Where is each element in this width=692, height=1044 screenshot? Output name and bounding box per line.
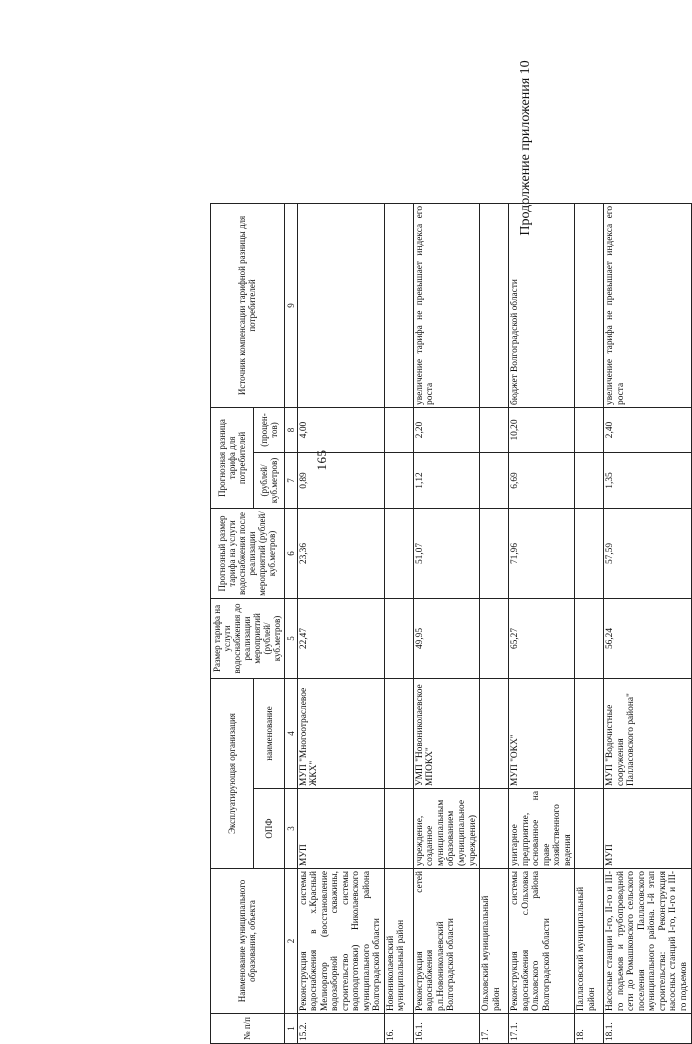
org-name: МУП "Многоотраслевое ЖКХ" [297, 678, 384, 788]
header-tariff-before: Размер тарифа на услуги водоснабжения до реализации мероприятий (рублей/ куб.метров) [211, 598, 285, 678]
object-name: Реконструкция системы водоснабжения в х.Красный Мелиоратор (восстановление водозаборной скважины, строительство системы водоподготовки) Николаевского муниципального района Волгоградской области [297, 869, 384, 1014]
column-number: 4 [284, 678, 297, 788]
header-row [211, 203, 254, 1043]
column-number-row [284, 203, 297, 1043]
compensation-source [297, 203, 384, 407]
row-num: 17. [480, 1014, 509, 1044]
row-num: 18.1. [604, 1014, 691, 1044]
section-row [384, 203, 413, 1043]
column-number: 8 [284, 407, 297, 452]
org-form: унитарное предприятие, основанное на праве хозяйственного ведения [509, 789, 575, 869]
org-name: УМП "Новониколаевское МПОКХ" [413, 678, 479, 788]
row-num: 16. [384, 1014, 413, 1044]
diff-pct: 10,20 [509, 407, 575, 452]
row-num: 15.2. [297, 1014, 384, 1044]
org-form: МУП [604, 789, 691, 869]
column-number: 2 [284, 869, 297, 1014]
diff-rub: 0,89 [297, 452, 384, 508]
header-opf: ОПФ [254, 789, 284, 869]
header-num: № п/п [211, 1014, 285, 1044]
header-source: Источник компенсации тарифной разницы для потребителей [211, 203, 285, 407]
header-diff: Прогнозная разница тарифа для потребителей [211, 407, 254, 508]
table-row [297, 203, 384, 1043]
header-org-title: наименование [254, 678, 284, 788]
org-form: МУП [297, 789, 384, 869]
org-name: МУП "Водочистные сооружения Палласовского района" [604, 678, 691, 788]
row-num: 17.1. [509, 1014, 575, 1044]
object-name: Реконструкция сетей водоснабжения р.п.Новониколаевский Волгоградской области [413, 869, 479, 1014]
tariff-after: 71,96 [509, 508, 575, 598]
tariff-table [210, 203, 692, 1044]
tariff-before: 56,24 [604, 598, 691, 678]
table-row [509, 203, 575, 1043]
tariff-after: 57,59 [604, 508, 691, 598]
diff-rub: 1,12 [413, 452, 479, 508]
column-number: 3 [284, 789, 297, 869]
tariff-after: 23,36 [297, 508, 384, 598]
header-operator: Эксплуатирующая организация [211, 678, 254, 868]
compensation-source: бюджет Волгоградской области [509, 203, 575, 407]
rotated-table-sheet [210, 204, 689, 1044]
column-number: 6 [284, 508, 297, 598]
org-form: учреждение, созданное муниципальным образованием (муниципальное учреждение) [413, 789, 479, 869]
section-title: Ольховский муниципальный район [480, 869, 509, 1014]
header-diff-rub: (рублей/ куб.метров) [254, 452, 284, 508]
section-title: Новониколаевский муниципальный район [384, 869, 413, 1014]
diff-pct: 2,40 [604, 407, 691, 452]
diff-pct: 4,00 [297, 407, 384, 452]
appendix-caption: Продолжение приложения 10 [518, 60, 533, 236]
column-number: 7 [284, 452, 297, 508]
section-row [575, 203, 604, 1043]
table-row [413, 203, 479, 1043]
section-title: Палласовский муниципальный район [575, 869, 604, 1014]
compensation-source: увеличение тарифа не превышает индекса его роста [604, 203, 691, 407]
diff-rub: 1,35 [604, 452, 691, 508]
section-row [480, 203, 509, 1043]
compensation-source: увеличение тарифа не превышает индекса его роста [413, 203, 479, 407]
header-tariff-after: Прогнозный размер тарифа на услуги водоснабжения после реализации мероприятий (рублей/ куб.метров) [211, 508, 285, 598]
object-name: Насосные станции I-го, II-го и III-го подъемов и трубопроводной сети до Ромашковского сельского поселения Палласовского муниципального района. I-й этап строительства: Реконструкция насосных станций I-го, II-го и III-го подъемов [604, 869, 691, 1014]
diff-rub: 6,69 [509, 452, 575, 508]
page-number: 165 [314, 449, 329, 471]
row-num: 16.1. [413, 1014, 479, 1044]
header-diff-pct: (процен- тов) [254, 407, 284, 452]
tariff-after: 51,07 [413, 508, 479, 598]
org-name: МУП "ОКХ" [509, 678, 575, 788]
row-num: 18. [575, 1014, 604, 1044]
column-number: 9 [284, 203, 297, 407]
object-name: Реконструкция системы водоснабжения с.Ольховка Ольховского района Волгоградской области [509, 869, 575, 1014]
table-row [604, 203, 691, 1043]
tariff-before: 49,95 [413, 598, 479, 678]
header-name: Наименование муниципального образования, объекта [211, 869, 285, 1014]
column-number: 1 [284, 1014, 297, 1044]
column-number: 5 [284, 598, 297, 678]
diff-pct: 2,20 [413, 407, 479, 452]
tariff-before: 22,47 [297, 598, 384, 678]
tariff-before: 65,27 [509, 598, 575, 678]
